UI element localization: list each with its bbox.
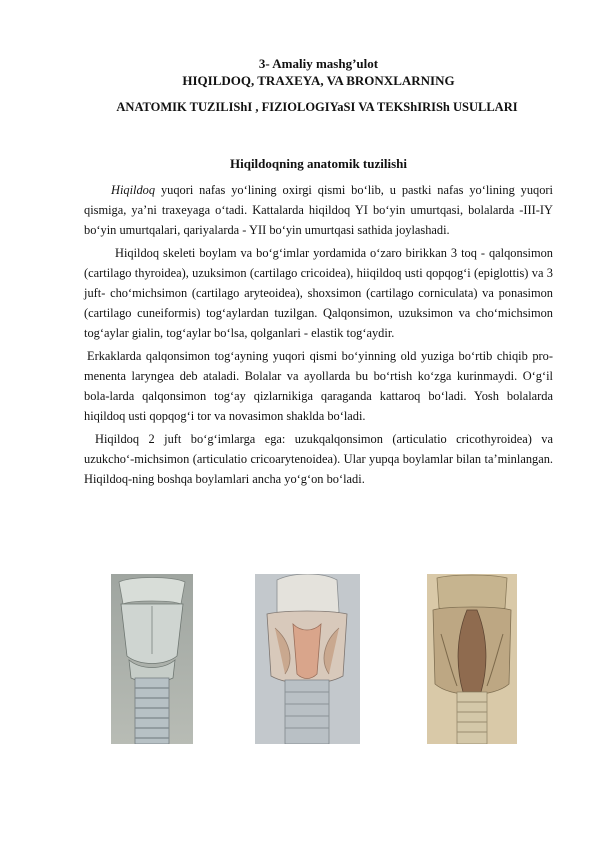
lesson-subtitle: ANATOMIK TUZILIShI , FIZIOLOGIYaSI VA TEKShIRISh USULLARI bbox=[116, 100, 518, 114]
paragraph-4: Hiqildoq 2 juft bo‘g‘imlarga ega: uzukqalqonsimon (articulatio cricothyroidea) va uzukcho‘-michsimon (articulatio cricoarytenoidea). Ular yupqa boylamlar bilan ta’minlangan. Hiqildoq-ning boshqa boylamlari ancha yo‘g‘on bo‘ladi. bbox=[84, 432, 553, 486]
larynx-posterior-figure bbox=[255, 574, 360, 744]
paragraph-3: Erkaklarda qalqonsimon tog‘ayning yuqori qismi bo‘yinning old yuziga bo‘rtib chiqib pro-menenta laryngea deb ataladi. Bolalar va ayollarda bu bo‘rtish ko‘zga kurinmaydi. O‘g‘il bola-larda qalqonsimon tog‘ay qizlarnikiga qaraganda kattaroq bo‘ladi. Yosh bolalarda hiqildoq usti qopqog‘i tor va novasimon shaklda bo‘ladi. bbox=[84, 349, 553, 423]
paragraph-2: Hiqildoq skeleti boylam va bo‘g‘imlar yordamida o‘zaro birikkan 3 toq - qalqonsimon (cartilago thyroidea), uzuksimon (cartilago cricoidea), hiiqildoq usti qopqog‘i (epiglottis) va 3 juft- cho‘michsimon (cartilago aryteoidea), shoxsimon (cartilago corniculata) va ponasimon (cartilago cuneiformis) tog‘aylardan tuzilgan. Qalqonsimon, uzuksimon va cho‘michsimon tog‘aylar gialin, tog‘aylar bo‘lsa, qolganlari - elastik tog‘aydir. bbox=[84, 246, 553, 340]
paragraph-1-text: yuqori nafas yo‘lining oxirgi qismi bo‘lib, u pastki nafas yo‘lining yuqori qismiga, ya’ni traxeyaga o‘tadi. Kattalarda hiqildoq YI bo‘yin umurtqasi, bolalarda -III-IY bo‘yin umurtqalari, qariyalarda - YII bo‘yin umurtqasi sathida joylashadi. bbox=[84, 183, 553, 237]
larynx-anterior-figure bbox=[111, 574, 193, 744]
paragraph-1 bbox=[84, 180, 553, 240]
document-page bbox=[84, 50, 553, 489]
lesson-number: 3- Amaliy mashg’ulot bbox=[258, 56, 379, 71]
section-title: Hiqildoqning anatomik tuzilishi bbox=[229, 156, 407, 171]
larynx-section-figure bbox=[427, 574, 517, 744]
lesson-title: HIQILDOQ, TRAXEYA, VA BRONXLARNING bbox=[182, 73, 455, 88]
figure-row bbox=[0, 574, 596, 744]
paragraph-1-lead: Hiqildoq bbox=[111, 183, 156, 197]
